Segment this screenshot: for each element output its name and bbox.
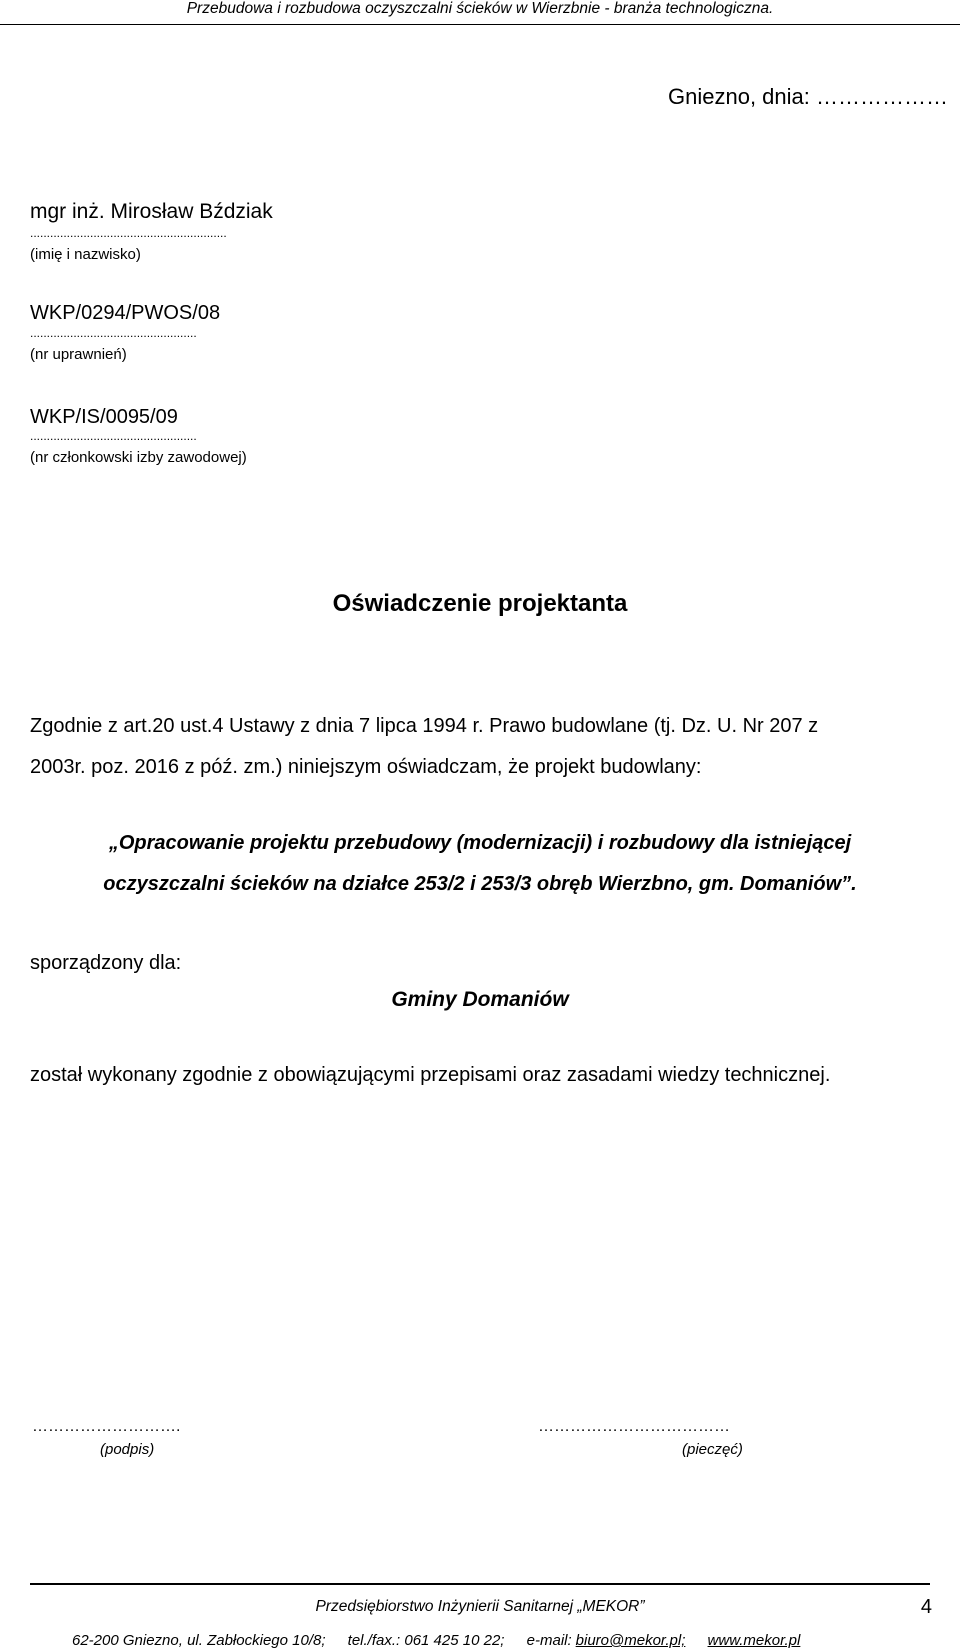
page-number: 4: [920, 1596, 932, 1618]
designer-name: mgr inż. Mirosław Bździak: [30, 200, 273, 223]
footer-email: [527, 1632, 686, 1649]
footer-divider: [30, 1583, 930, 1585]
signature-label: (podpis): [100, 1441, 155, 1458]
signature-dots: ……………………….: [32, 1418, 181, 1435]
member-dots: ..................................................: [30, 429, 197, 443]
footer-company: Przedsiębiorstwo Inżynierii Sanitarnej „MEKOR”: [315, 1598, 645, 1615]
footer-email-label: e-mail:: [526, 1632, 572, 1649]
member-label: (nr członkowski izby zawodowej): [30, 449, 247, 466]
footer-contact: [72, 1632, 818, 1649]
stamp-label: (pieczęć): [682, 1441, 743, 1458]
name-label: (imię i nazwisko): [30, 246, 141, 263]
project-title-line-1: „Opracowanie projektu przebudowy (modernizacji) i rozbudowy dla istniejącej: [108, 832, 852, 854]
running-header: Przebudowa i rozbudowa oczyszczalni ścieków w Wierzbnie - branża technologiczna.: [186, 0, 774, 17]
name-dots: ...........................................................: [30, 226, 227, 240]
footer-email-link[interactable]: biuro@mekor.pl;: [575, 1632, 686, 1649]
header-divider: [0, 24, 960, 25]
footer-address: 62-200 Gniezno, ul. Zabłockiego 10/8;: [72, 1632, 326, 1649]
date-line: Gniezno, dnia: ………………: [668, 84, 948, 109]
investor-name: Gminy Domaniów: [391, 988, 569, 1011]
member-number: WKP/IS/0095/09: [30, 406, 178, 428]
prepared-for-label: sporządzony dla:: [30, 952, 182, 974]
project-title-line-2: oczyszczalni ścieków na działce 253/2 i 253/3 obręb Wierzbno, gm. Domaniów”.: [103, 873, 857, 895]
footer-website-link[interactable]: www.mekor.pl: [707, 1632, 801, 1649]
document-title: Oświadczenie projektanta: [332, 590, 628, 617]
license-dots: ..................................................: [30, 326, 197, 340]
intro-line-1: Zgodnie z art.20 ust.4 Ustawy z dnia 7 lipca 1994 r. Prawo budowlane (tj. Dz. U. Nr 207 z: [30, 715, 819, 737]
stamp-dots: ………………………………: [538, 1418, 730, 1435]
conclusion-text: został wykonany zgodnie z obowiązującymi przepisami oraz zasadami wiedzy technicznej.: [30, 1064, 831, 1086]
license-number: WKP/0294/PWOS/08: [30, 302, 221, 324]
license-label: (nr uprawnień): [30, 346, 127, 363]
footer-phone: tel./fax.: 061 425 10 22;: [347, 1632, 505, 1649]
intro-line-2: 2003r. poz. 2016 z póź. zm.) niniejszym oświadczam, że projekt budowlany:: [30, 756, 702, 778]
